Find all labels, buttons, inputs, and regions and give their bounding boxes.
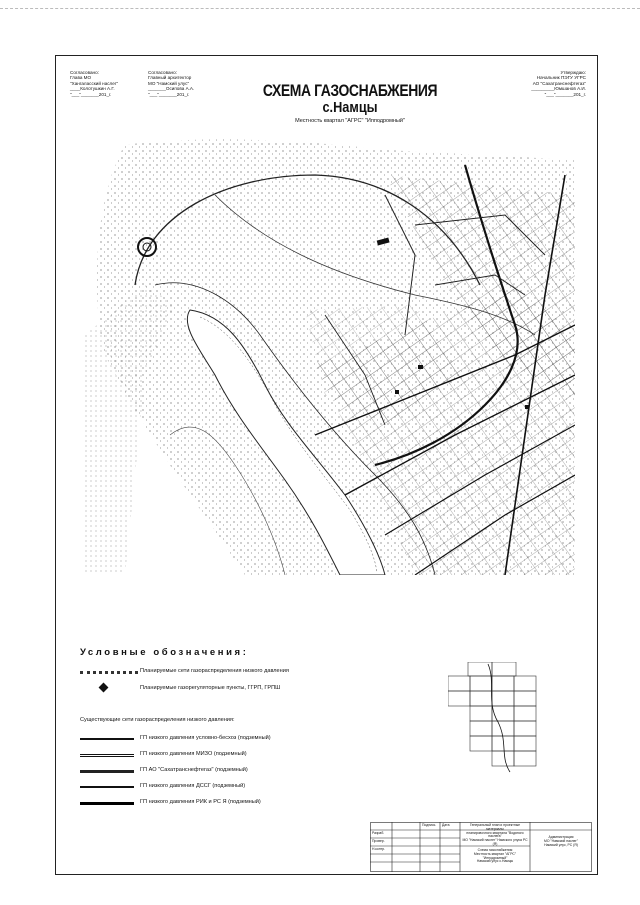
sheet-index-grid xyxy=(448,662,538,777)
legend-planned-network-label: Планируемые сети газораспределения низкого давления xyxy=(140,668,289,674)
stamp-date-header: Дата xyxy=(442,823,450,827)
stamp-sheet-name: Схема газоснабжения Местность квартал "АГРС" "Ипподромный" Намский улус с.Намцы xyxy=(473,848,517,864)
locality-caption: Местность квартал "АГРС" "Ипподромный" xyxy=(295,118,405,124)
legend-item-5: ГП низкого давления РИК и РС Я (подземный) xyxy=(140,799,261,805)
legend-line-2 xyxy=(80,754,134,757)
legend-item-2: ГП низкого давления МИЗО (подземный) xyxy=(140,751,247,757)
legend-line-1 xyxy=(80,738,134,740)
stamp-signature-header: Подпись xyxy=(422,823,436,827)
gas-supply-map xyxy=(85,135,575,575)
legend-item-3: ГП АО "Сахатранснефтегаз" (подземный) xyxy=(140,767,248,773)
approval-block-left: Согласовано: Глава МО "Хангаласский наслег" ____Колотушкин А.Г. "___"_______201_г. xyxy=(70,70,119,97)
stamp-role-2: Провер. xyxy=(372,839,385,843)
legend-existing-heading: Существующие сети газораспределения низкого давления: xyxy=(80,717,235,723)
title-block-stamp xyxy=(370,822,592,872)
stamp-role-1: Разраб. xyxy=(372,831,385,835)
legend-line-5 xyxy=(80,802,134,805)
legend-planned-points-label: Планируемые газорегуляторные пункты, ГГРП, ГРПШ xyxy=(140,685,281,691)
legend-planned-network-line xyxy=(80,671,138,674)
approval-block-middle: Согласовано: Главный архитектор МО "Намский улус" _______Осипова А.А. "___"_______201_г. xyxy=(148,70,195,97)
legend-title: Условные обозначения: xyxy=(80,647,249,658)
legend-line-3 xyxy=(80,770,134,773)
stamp-role-3: Н.контр. xyxy=(372,847,386,851)
stamp-organization: Администрация МО "Намский наслег" Намский улус, РС (Я) xyxy=(544,835,578,847)
page-title: СХЕМА ГАЗОСНАБЖЕНИЯ xyxy=(262,81,438,100)
legend-item-4: ГП низкого давления ДССГ (подземный) xyxy=(140,783,246,789)
sheet-border-dashes xyxy=(0,8,640,9)
legend-line-4 xyxy=(80,786,134,788)
legend-item-1: ГП низкого давления условно-бесхоз (подземный) xyxy=(140,735,271,741)
page-subtitle: с.Намцы xyxy=(322,99,378,116)
stamp-document: Генеральный план и проектные материалы планировочного квартала "Водяного наслега" МО "Намский наслег" Намского улуса РС (Я) xyxy=(462,823,528,846)
approval-block-right: Утверждаю: Начальник ПЭГУ УГРС АО "Сахатранснефтегаз" _________Юмшанов А.И. "___"_______201_г. xyxy=(531,70,586,97)
